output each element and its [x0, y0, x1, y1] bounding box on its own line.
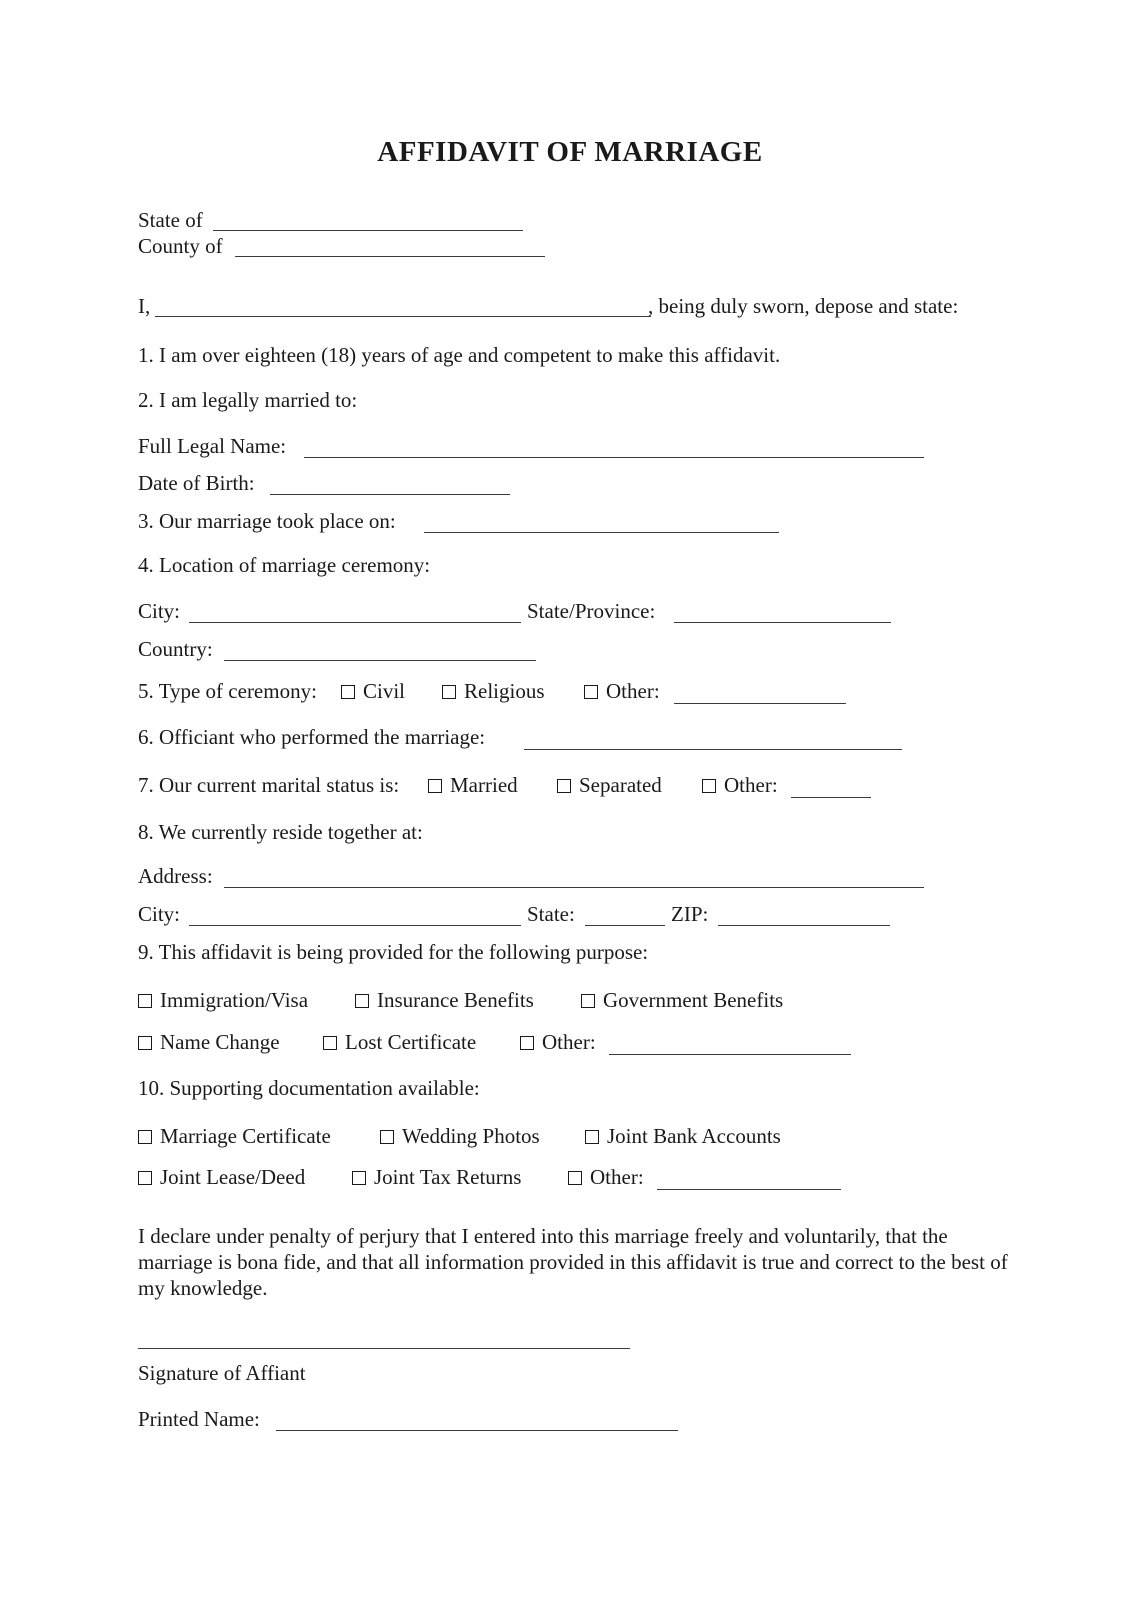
purpose-insurance-option[interactable]: Insurance Benefits [355, 990, 534, 1011]
declaration-paragraph: I declare under penalty of perjury that I entered into this marriage freely and voluntarily, that the marriage is bona fide, and that all information provided in this affidavit is true and correct to the best of my knowledge. [138, 1224, 1008, 1300]
county-field[interactable] [235, 256, 545, 257]
checkbox-icon[interactable] [341, 685, 355, 699]
ceremony-religious-option[interactable]: Religious [442, 681, 545, 702]
checkbox-icon[interactable] [428, 779, 442, 793]
checkbox-icon[interactable] [557, 779, 571, 793]
doc-joint-tax-returns-option[interactable]: Joint Tax Returns [352, 1167, 521, 1188]
item-9: 9. This affidavit is being provided for the following purpose: [138, 940, 649, 964]
item-4: 4. Location of marriage ceremony: [138, 553, 431, 577]
ceremony-city-label: City: [138, 599, 181, 623]
doc-joint-lease-option[interactable]: Joint Lease/Deed [138, 1167, 305, 1188]
purpose-other-option[interactable]: Other: [520, 1032, 596, 1053]
item-3: 3. Our marriage took place on: [138, 509, 396, 533]
document-title: AFFIDAVIT OF MARRIAGE [377, 136, 763, 168]
ceremony-civil-option[interactable]: Civil [341, 681, 405, 702]
affiant-name-field[interactable] [155, 316, 651, 317]
officiant-field[interactable] [524, 749, 902, 750]
checkbox-icon[interactable] [138, 1171, 152, 1185]
checkbox-icon[interactable] [323, 1036, 337, 1050]
status-other-option[interactable]: Other: [702, 775, 778, 796]
ceremony-city-field[interactable] [189, 622, 521, 623]
purpose-lost-certificate-option[interactable]: Lost Certificate [323, 1032, 476, 1053]
address-label: Address: [138, 864, 213, 888]
doc-other-option[interactable]: Other: [568, 1167, 644, 1188]
ceremony-state-province-label: State/Province: [527, 599, 656, 623]
item-8: 8. We currently reside together at: [138, 820, 423, 844]
checkbox-icon[interactable] [138, 1036, 152, 1050]
intro-suffix: , being duly sworn, depose and state: [648, 294, 959, 318]
purpose-name-change-option[interactable]: Name Change [138, 1032, 280, 1053]
checkbox-icon[interactable] [584, 685, 598, 699]
intro-prefix: I, [138, 294, 151, 318]
purpose-government-option[interactable]: Government Benefits [581, 990, 783, 1011]
full-legal-name-label: Full Legal Name: [138, 434, 287, 458]
checkbox-icon[interactable] [138, 994, 152, 1008]
checkbox-icon[interactable] [380, 1130, 394, 1144]
doc-marriage-certificate-option[interactable]: Marriage Certificate [138, 1126, 331, 1147]
ceremony-other-field[interactable] [674, 703, 846, 704]
date-of-birth-field[interactable] [270, 494, 510, 495]
checkbox-icon[interactable] [520, 1036, 534, 1050]
state-label: State of [138, 208, 203, 232]
doc-other-field[interactable] [657, 1189, 841, 1190]
checkbox-icon[interactable] [352, 1171, 366, 1185]
status-other-field[interactable] [791, 797, 871, 798]
doc-wedding-photos-option[interactable]: Wedding Photos [380, 1126, 540, 1147]
item-5: 5. Type of ceremony: [138, 679, 317, 703]
date-of-birth-label: Date of Birth: [138, 471, 255, 495]
ceremony-other-option[interactable]: Other: [584, 681, 660, 702]
status-separated-option[interactable]: Separated [557, 775, 662, 796]
checkbox-icon[interactable] [355, 994, 369, 1008]
item-2: 2. I am legally married to: [138, 388, 358, 412]
zip-label: ZIP: [671, 902, 709, 926]
zip-field[interactable] [718, 925, 890, 926]
purpose-other-field[interactable] [609, 1054, 851, 1055]
signature-label: Signature of Affiant [138, 1361, 306, 1385]
residence-state-label: State: [527, 902, 575, 926]
status-married-option[interactable]: Married [428, 775, 518, 796]
address-field[interactable] [224, 887, 924, 888]
ceremony-country-label: Country: [138, 637, 213, 661]
ceremony-state-province-field[interactable] [674, 622, 891, 623]
residence-state-field[interactable] [585, 925, 665, 926]
doc-joint-bank-accounts-option[interactable]: Joint Bank Accounts [585, 1126, 781, 1147]
purpose-immigration-option[interactable]: Immigration/Visa [138, 990, 308, 1011]
state-field[interactable] [213, 230, 523, 231]
printed-name-label: Printed Name: [138, 1407, 260, 1431]
residence-city-label: City: [138, 902, 181, 926]
item-7: 7. Our current marital status is: [138, 773, 400, 797]
checkbox-icon[interactable] [581, 994, 595, 1008]
item-10: 10. Supporting documentation available: [138, 1076, 480, 1100]
checkbox-icon[interactable] [568, 1171, 582, 1185]
checkbox-icon[interactable] [702, 779, 716, 793]
signature-line[interactable] [138, 1348, 630, 1349]
printed-name-field[interactable] [276, 1430, 678, 1431]
county-label: County of [138, 234, 223, 258]
item-6: 6. Officiant who performed the marriage: [138, 725, 486, 749]
ceremony-country-field[interactable] [224, 660, 536, 661]
item-1: 1. I am over eighteen (18) years of age and competent to make this affidavit. [138, 343, 781, 367]
checkbox-icon[interactable] [585, 1130, 599, 1144]
residence-city-field[interactable] [189, 925, 521, 926]
marriage-date-field[interactable] [424, 532, 779, 533]
full-legal-name-field[interactable] [304, 457, 924, 458]
checkbox-icon[interactable] [138, 1130, 152, 1144]
checkbox-icon[interactable] [442, 685, 456, 699]
